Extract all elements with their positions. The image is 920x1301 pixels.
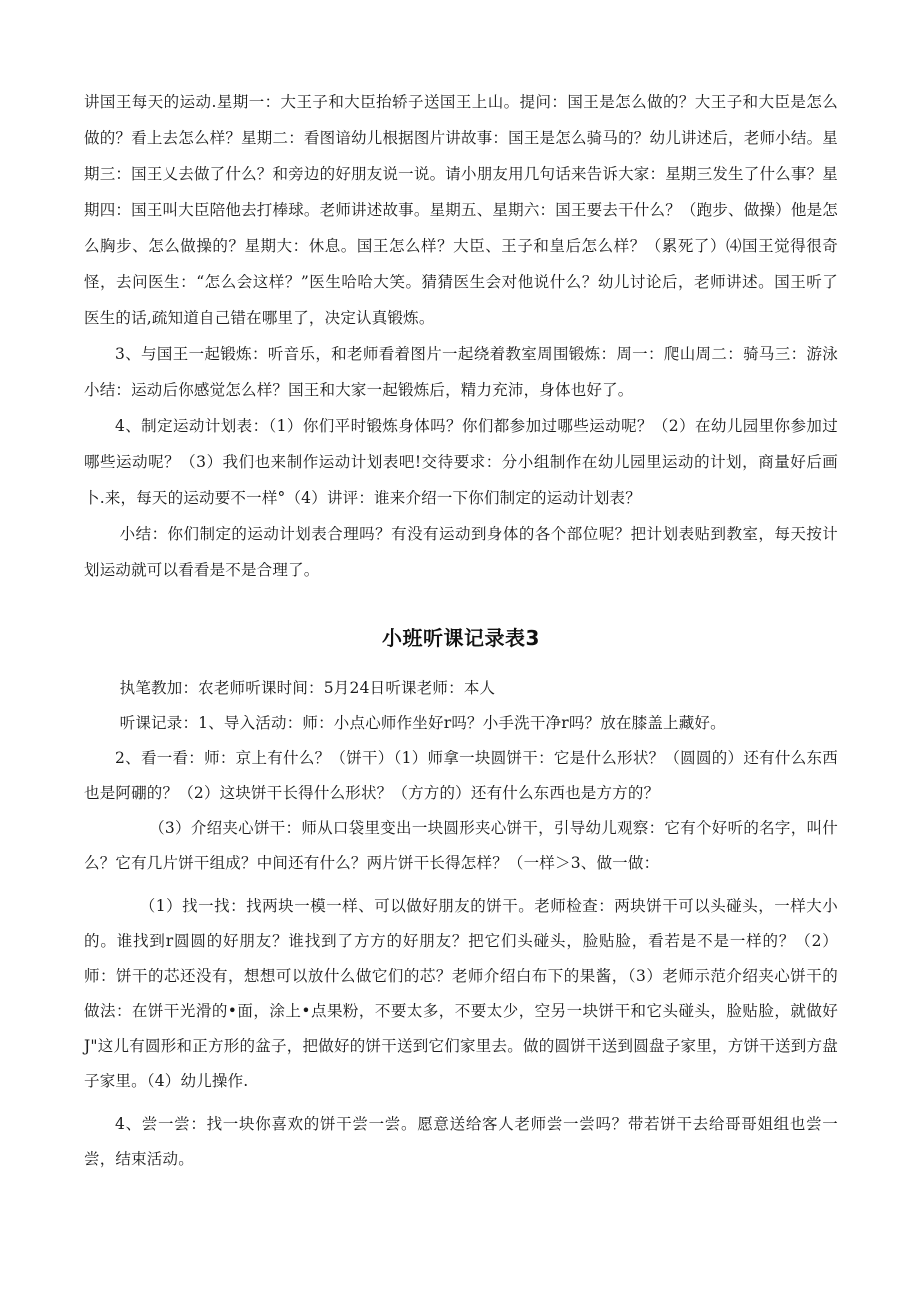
paragraph-find-and-make: （1）找一找：找两块一模一样、可以做好朋友的饼干。老师检查：两块饼干可以头碰头，一样大小的。谁找到r圆圆的好朋友？谁找到了方方的好朋友？把它们头碰头，脸贴脸，看若是不是一样的？（2）师：饼干的芯还没有，想想可以放什么做它们的芯？老师介绍白布下的果酱，（3）老师示范介绍夹心饼干的做法：在饼干光滑的•面，涂上•点果粉，不要太多，不要太少，空另一块饼干和它头碰头，脸贴脸，就做好J"这儿有圆形和正方形的盆子，把做好的饼干送到它们家里去。做的圆饼干送到圆盘子家里，方饼干送到方盘子家里。（4）幼儿操作.: [84, 897, 838, 1090]
section-class-observation-record: [84, 671, 838, 1177]
paragraph-exercise-with-king: 3、与国王一起锻炼：听音乐，和老师看着图片一起绕着教室周围锻炼：周一：爬山周二：骑马三：游泳小结：运动后你感觉怎么样？国王和大家一起锻炼后，精力充沛，身体也好了。: [84, 345, 838, 399]
paragraph-taste-step: 4、尝一尝：找一块你喜欢的饼干尝一尝。愿意送给客人老师尝一尝吗？带若饼干去给哥哥姐组也尝一尝，结束活动。: [84, 1115, 838, 1168]
paragraph-sandwich-cookie: （3）介绍夹心饼干：师从口袋里变出一块圆形夹心饼干，引导幼儿观察：它有个好听的名字，叫什么？它有几片饼干组成？中间还有什么？两片饼干长得怎样？（一样＞3、做一做：: [84, 819, 838, 872]
paragraph-king-weekly-exercise: 讲国王每天的运动.星期一：大王子和大臣抬轿子送国王上山。提问：国王是怎么做的？大王子和大臣是怎么做的？看上去怎么样？星期二：看图谙幼儿根据图片讲故事：国王是怎么骑马的？幼儿讲述后，老师小结。星期三：国王乂去做了什么？和旁边的好朋友说一说。请小朋友用几句话来告诉大家：星期三发生了什么事？星期四：国王叫大臣陪他去打棒球。老师讲述故事。星期五、星期六：国王要去干什么？（跑步、做操）他是怎么胸步、怎么做操的？星期大：休息。国王怎么样？大臣、王子和皇后怎么样？（累死了）⑷国王觉得很奇怪，去问医生：“怎么会这样？”医生哈哈大笑。猜猜医生会对他说什么？幼儿讨论后，老师讲述。国王听了医生的话,疏知道自己错在哪里了，决定认真锻炼。: [84, 93, 838, 327]
paragraph-recorder-info: 执笔教加：农老师听课时间：5月24日听课老师：本人: [119, 679, 496, 697]
document-page: [84, 84, 838, 1177]
paragraph-summary: 小结：你们制定的运动计划表合理吗？有没有运动到身体的各个部位呢？把计划表贴到教室，每天按计划运动就可以看看是不是合理了。: [84, 525, 838, 579]
paragraph-look-step: 2、看一看：师：京上有什么？（饼干）（1）师拿一块圆饼干：它是什么形状？（圆圆的）还有什么东西也是阿硼的？（2）这块饼干长得什么形状？（方方的）还有什么东西也是方方的？: [84, 749, 838, 802]
section-lesson-continued: [84, 84, 838, 588]
paragraph-intro-activity: 听课记录：1、导入活动：师：小点心师作坐好r吗？小手洗干净r吗？放在膝盖上藏好。: [119, 714, 726, 732]
section-title: 小班听课记录表3: [382, 626, 540, 650]
paragraph-exercise-plan: 4、制定运动计划表：（1）你们平时锻炼身体吗？你们都参加过哪些运动呢？（2）在幼儿园里你参加过哪些运动呢？（3）我们也来制作运动计划表吧!交待要求：分小组制作在幼儿园里运动的计划，商量好后画卜.来，每天的运动要不一样°（4）讲评：谁来介绍一下你们制定的运动计划表？: [84, 417, 838, 507]
